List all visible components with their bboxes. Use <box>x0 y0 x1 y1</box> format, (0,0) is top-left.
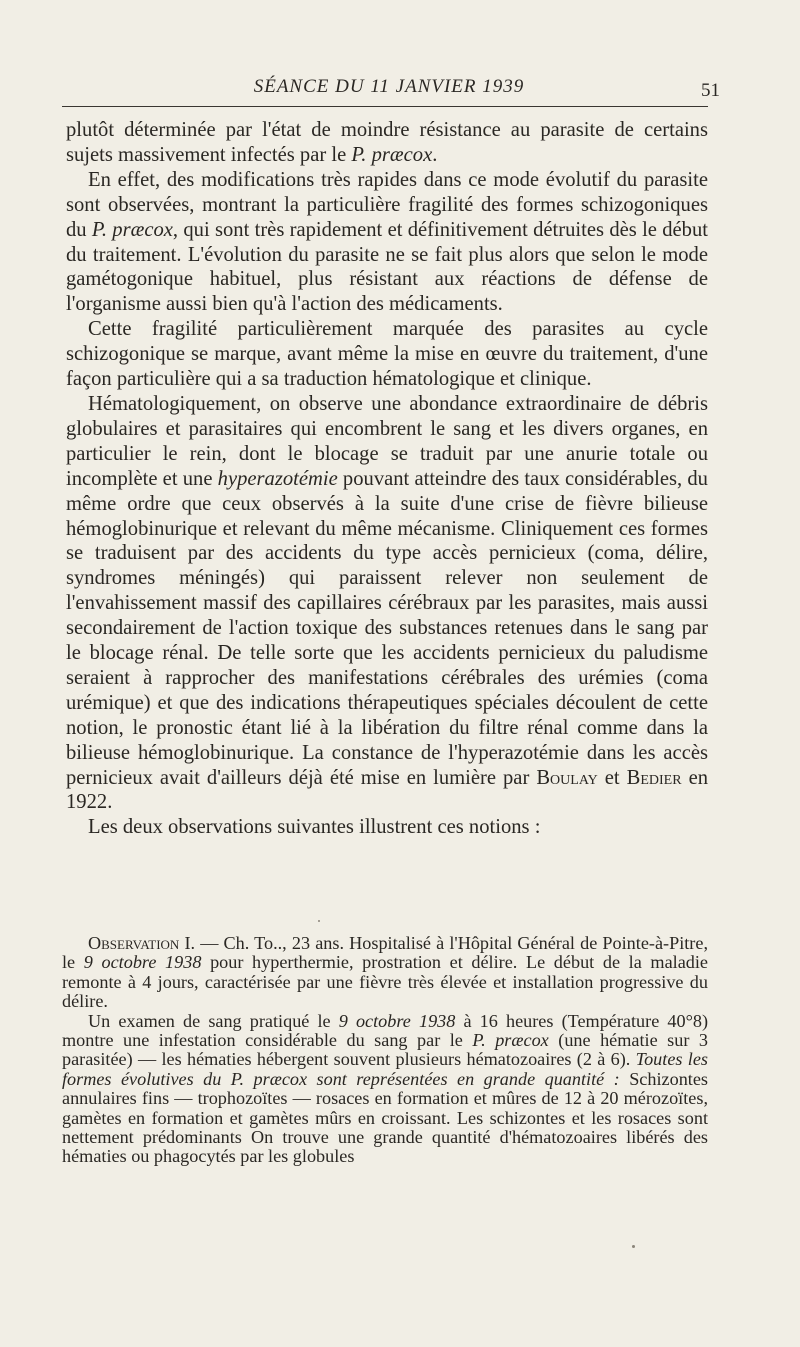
text-span: I. — Ch. To.., 23 ans. Hospitalisé à l'Hôpital Général de Pointe-à-Pitre, le <box>62 933 708 973</box>
observation-label: Observation <box>88 933 180 953</box>
text-span: pour hyperthermie, prostration et délire. Le début de la maladie remonte à 4 jours, caractérisée par une fièvre très élevée et installation progressive du délire. <box>62 952 708 1012</box>
page-header <box>64 76 720 104</box>
text-span: plutôt déterminée par l'état de moindre résistance au parasite de certains sujets massivement infectés par le <box>66 119 708 166</box>
species-name: P. præcox <box>472 1030 549 1051</box>
author-name: Boulay <box>536 766 598 789</box>
species-name: P. præcox <box>91 218 173 241</box>
text-span: pouvant atteindre des taux considérables, du même ordre que ceux observés à la suite d'une crise de fièvre bilieuse hémoglobinurique et relevant du même mécanisme. Cliniquement ces formes se traduisent par des accidents du type accès pernicieux (coma, délire, syndromes méningés) qui paraissent relever non seulement de l'envahissement massif des capillaires cérébraux par les parasites, mais aussi secondairement de l'action toxique des substances retenues dans le sang par le blocage rénal. De telle sorte que les accidents pernicieux du paludisme seraient à rapprocher des manifestations cérébrales des urémies (coma urémique) et que des indications thérapeutiques spéciales découlent de cette notion, le pronostic étant lié à la libération du filtre rénal comme dans la bilieuse hémoglobinurique. La constance de l'hyperazotémie dans les accès pernicieux avait d'ailleurs déjà été mise en lumière par <box>66 467 708 789</box>
paragraph-4 <box>66 392 708 815</box>
author-name: Bedier <box>626 766 682 789</box>
text-span: Hématologiquement, on observe une abondance extraordinaire de débris globulaires et parasitaires qui encombrent le sang et les divers organes, en particulier le rein, dont le blocage se traduit par une anurie totale ou incomplète et une <box>66 392 708 490</box>
text-span: Un examen de sang pratiqué le <box>88 1010 339 1031</box>
text-span: , qui sont très rapidement et définitivement détruites dès le début du traitement. L'évolution du parasite ne se fait plus alors que selon le mode gamétogonique habituel, plus résistant aux réactions de défense de l'organisme aussi bien qu'à l'action des médicaments. <box>66 218 708 316</box>
main-text <box>66 118 708 840</box>
page-number: 51 <box>701 80 720 101</box>
speck <box>318 920 320 922</box>
text-span: Schizontes annulaires fins — trophozoïtes — rosaces en formation et mûres de 12 à 20 mérozoïtes, gamètes en formation et gamètes mûrs en croissant. Les schizontes et les rosaces sont nettement prédominants On trouve une grande quantité d'hématozoaires libérés des hématies ou phagocytés par les globules <box>62 1068 708 1167</box>
observation-paragraph-2 <box>62 1012 708 1167</box>
date-emphasis: 9 octobre 1938 <box>338 1010 456 1031</box>
text-span: à 16 heures (Température 40°8) montre une infestation considérable du sang par le <box>62 1010 709 1051</box>
paragraph-3: Cette fragilité particulièrement marquée des parasites au cycle schizogonique se marque, avant même la mise en œuvre du traitement, d'une façon particulière qui a sa traduction hématologique et clinique. <box>66 318 708 391</box>
paragraph-5: Les deux observations suivantes illustrent ces notions : <box>88 816 541 839</box>
text-span: (une hématie sur 3 parasitée) — les hématies hébergent souvent plusieurs hématozoaires (2 à 6). <box>62 1030 708 1070</box>
running-title: SÉANCE DU 11 JANVIER 1939 <box>253 76 525 97</box>
sentence-emphasis: Toutes les formes évolutives du P. præcox sont représentées en grande quantité : <box>62 1049 708 1089</box>
paragraph-2 <box>66 168 708 317</box>
text-span: En effet, des modifications très rapides dans ce mode évolutif du parasite sont observées, montrant la particulière fragilité des formes schizogoniques du <box>66 168 708 241</box>
observation-text <box>62 934 708 1167</box>
term-emphasis: hyperazotémie <box>217 467 338 490</box>
observation-paragraph-1 <box>62 934 708 1012</box>
species-name: P. præcox <box>351 143 433 166</box>
paragraph-1 <box>66 118 708 168</box>
date-emphasis: 9 octobre 1938 <box>83 952 202 973</box>
text-span: . <box>432 143 438 166</box>
speck <box>632 1245 635 1248</box>
text-span: et <box>597 766 627 789</box>
text-span: en 1922. <box>66 766 709 814</box>
header-rule <box>62 106 708 107</box>
